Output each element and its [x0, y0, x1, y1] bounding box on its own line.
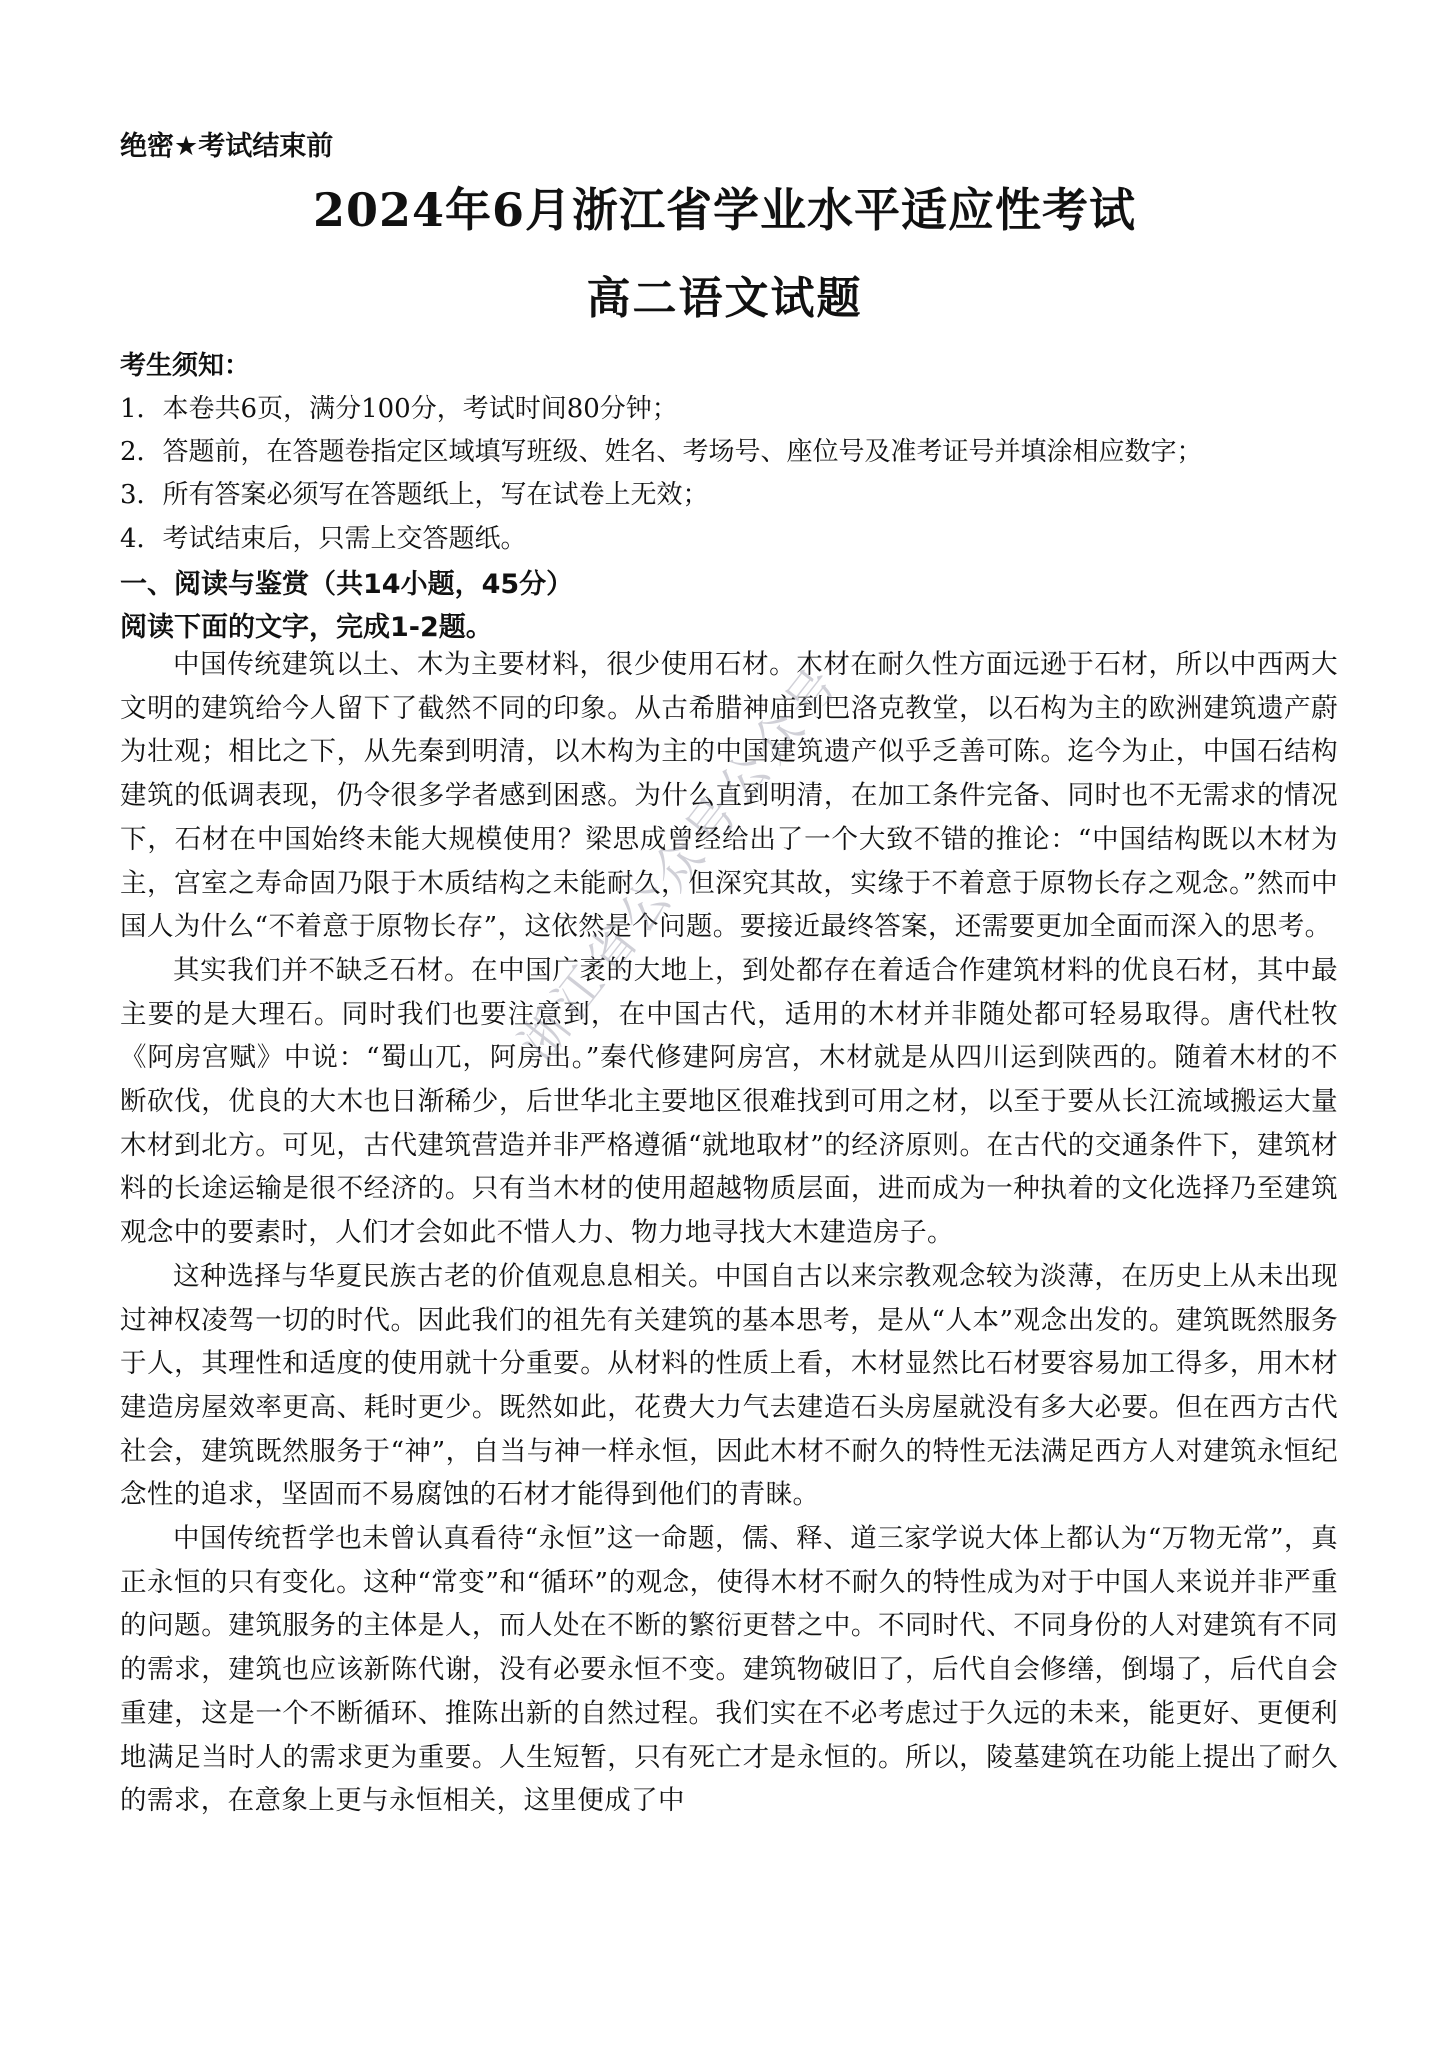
passage-paragraph: 中国传统哲学也未曾认真看待“永恒”这一命题，儒、释、道三家学说大体上都认为“万物无常”，真正永恒的只有变化。这种“常变”和“循环”的观念，使得木材不耐久的特性成为对于中国人来说并非严重的问题。建筑服务的主体是人，而人处在不断的繁衍更替之中。不同时代、不同身份的人对建筑有不同的需求，建筑也应该新陈代谢，没有必要永恒不变。建筑物破旧了，后代自会修缮，倒塌了，后代自会重建，这是一个不断循环、推陈出新的自然过程。我们实在不必考虑过于久远的未来，能更好、更便利地满足当时人的需求更为重要。人生短暂，只有死亡才是永恒的。所以，陵墓建筑在功能上提出了耐久的需求，在意象上更与永恒相关，这里便成了中 [120, 1523, 1338, 1817]
passage-paragraph: 中国传统建筑以土、木为主要材料，很少使用石材。木材在耐久性方面远逊于石材，所以中西两大文明的建筑给今人留下了截然不同的印象。从古希腊神庙到巴洛克教堂，以石构为主的欧洲建筑遗产蔚为壮观；相比之下，从先秦到明清，以木构为主的中国建筑遗产似乎乏善可陈。迄今为止，中国石结构建筑的低调表现，仍令很多学者感到困惑。为什么直到明清，在加工条件完备、同时也不无需求的情况下，石材在中国始终未能大规模使用？梁思成曾经给出了一个大致不错的推论：“中国结构既以木材为主，宫室之寿命固乃限于木质结构之未能耐久，但深究其故，实缘于不着意于原物长存之观念。”然而中国人为什么“不着意于原物长存”，这依然是个问题。要接近最终答案，还需要更加全面而深入的思考。 [120, 649, 1338, 943]
exam-subtitle: 高二语文试题 [586, 273, 863, 324]
passage-paragraph: 这种选择与华夏民族古老的价值观息息相关。中国自古以来宗教观念较为淡薄，在历史上从未出现过神权凌驾一切的时代。因此我们的祖先有关建筑的基本思考，是从“人本”观念出发的。建筑既然服务于人，其理性和适度的使用就十分重要。从材料的性质上看，木材显然比石材要容易加工得多，用木材建造房屋效率更高、耗时更少。既然如此，花费大力气去建造石头房屋就没有多大必要。但在西方古代社会，建筑既然服务于“神”，自当与神一样永恒，因此木材不耐久的特性无法满足西方人对建筑永恒纪念性的追求，坚固而不易腐蚀的石材才能得到他们的青睐。 [120, 1260, 1338, 1511]
reading-instruction: 阅读下面的文字，完成1-2题。 [120, 612, 493, 643]
notice-item: 4．考试结束后，只需上交答题纸。 [120, 524, 527, 554]
notice-item: 2．答题前，在答题卷指定区域填写班级、姓名、考场号、座位号及准考证号并填涂相应数字； [120, 437, 1203, 467]
notice-item: 1．本卷共6页，满分100分，考试时间80分钟； [120, 394, 678, 424]
passage-paragraph: 其实我们并不缺乏石材。在中国广袤的大地上，到处都存在着适合作建筑材料的优良石材，其中最主要的是大理石。同时我们也要注意到，在中国古代，适用的木材并非随处都可轻易取得。唐代杜牧《阿房宫赋》中说：“蜀山兀，阿房出。”秦代修建阿房宫，木材就是从四川运到陕西的。随着木材的不断砍伐，优良的大木也日渐稀少，后世华北主要地区很难找到可用之材，以至于要从长江流域搬运大量木材到北方。可见，古代建筑营造并非严格遵循“就地取材”的经济原则。在古代的交通条件下，建筑材料的长途运输是很不经济的。只有当木材的使用超越物质层面，进而成为一种执着的文化选择乃至建筑观念中的要素时，人们才会如此不惜人力、物力地寻找大木建造房子。 [120, 954, 1338, 1249]
exam-title: 2024年6月浙江省学业水平适应性考试 [312, 183, 1137, 237]
notice-heading: 考生须知： [120, 351, 251, 381]
confidential-label: 绝密★考试结束前 [120, 131, 334, 162]
watermark: 浙江省公众号公众号 [508, 653, 853, 1072]
section-heading: 一、阅读与鉴赏（共14小题，45分） [120, 569, 574, 600]
notice-item: 3．所有答案必须写在答题纸上，写在试卷上无效； [120, 480, 709, 510]
